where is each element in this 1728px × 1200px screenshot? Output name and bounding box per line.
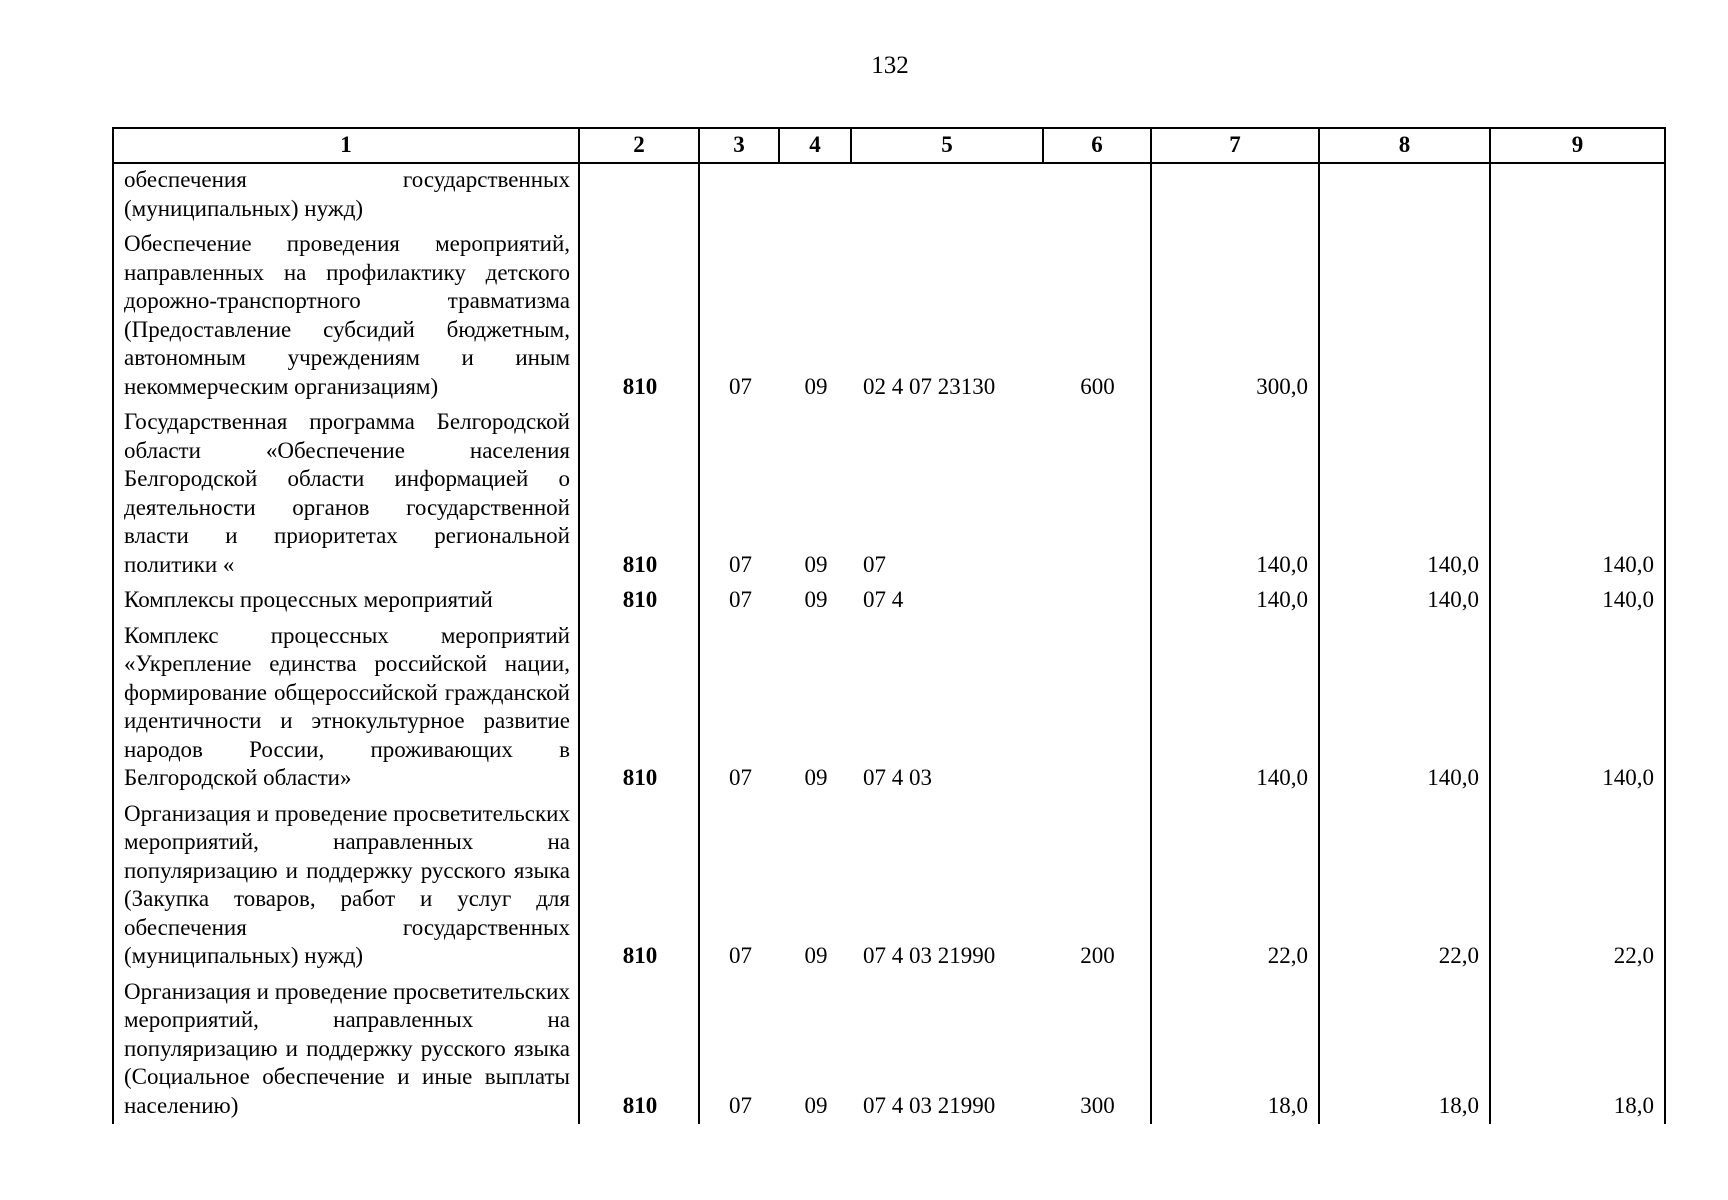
cell-subsection: 09 xyxy=(804,551,828,577)
cell-section xyxy=(699,163,779,227)
cell-expense-type xyxy=(1043,583,1151,619)
cell-target-article: 07 4 03 21990 xyxy=(863,943,996,968)
row-name: Комплекс процессных мероприятий «Укрепление единства российской нации, формирование общероссийской гражданской идентичности и этнокультурное развитие народов России, проживающих в Белгородской области» xyxy=(113,619,579,797)
cell-amount-7: 22,0 xyxy=(1151,797,1319,975)
cell-target-article: 02 4 07 23130 xyxy=(863,373,996,399)
cell-expense-type: 200 xyxy=(1043,797,1151,975)
cell-target-article: 07 xyxy=(863,551,886,577)
cell-subsection: 09 xyxy=(804,943,828,968)
cell-amount-9: 140,0 xyxy=(1490,619,1665,797)
column-header-5: 5 xyxy=(851,128,1043,163)
row-name: Государственная программа Белгородской области «Обеспечение населения Белгородской области информацией о деятельности органов государственной власти и приоритетах региональной политики « xyxy=(113,405,579,583)
cell-section: 07 xyxy=(699,227,779,405)
cell-target-article: 07 4 03 21990 xyxy=(863,1092,996,1118)
page-number: 132 xyxy=(871,52,909,79)
table-body xyxy=(113,163,1665,1124)
cell-admin-code: 810 xyxy=(579,619,699,797)
cell-amount-8 xyxy=(1319,227,1490,405)
cell-amount-9: 22,0 xyxy=(1490,797,1665,975)
cell-target-article xyxy=(851,163,1043,227)
cell-expense-type: 600 xyxy=(1043,227,1151,405)
cell-subsection: 09 xyxy=(804,765,828,790)
cell-amount-7 xyxy=(1151,163,1319,227)
cell-amount-8: 140,0 xyxy=(1319,405,1490,583)
cell-amount-8: 140,0 xyxy=(1319,583,1490,619)
column-header-9: 9 xyxy=(1490,128,1665,163)
table-row xyxy=(113,583,1665,619)
table-row xyxy=(113,163,1665,227)
cell-admin-code: 810 xyxy=(579,797,699,975)
cell-section: 07 xyxy=(699,583,779,619)
cell-amount-7: 140,0 xyxy=(1151,583,1319,619)
cell-amount-9: 140,0 xyxy=(1490,405,1665,583)
cell-admin-code: 810 xyxy=(579,583,699,619)
cell-expense-type xyxy=(1043,619,1151,797)
cell-admin-code: 810 xyxy=(579,227,699,405)
cell-target-article: 07 4 xyxy=(863,587,904,612)
row-name: Организация и проведение просветительских мероприятий, направленных на популяризацию и поддержку русского языка (Закупка товаров, работ и услуг для обеспечения государственных (муниципальных) нужд) xyxy=(113,797,579,975)
cell-amount-8 xyxy=(1319,163,1490,227)
cell-subsection: 09 xyxy=(804,1092,828,1118)
cell-admin-code xyxy=(579,163,699,227)
table-row xyxy=(113,975,1665,1125)
table-row xyxy=(113,405,1665,583)
column-header-4: 4 xyxy=(779,128,851,163)
cell-expense-type xyxy=(1043,405,1151,583)
cell-amount-8: 140,0 xyxy=(1319,619,1490,797)
column-header-6: 6 xyxy=(1043,128,1151,163)
column-header-2: 2 xyxy=(579,128,699,163)
cell-amount-8: 22,0 xyxy=(1319,797,1490,975)
column-header-1: 1 xyxy=(113,128,579,163)
row-name: Организация и проведение просветительских мероприятий, направленных на популяризацию и поддержку русского языка (Социальное обеспечение и иные выплаты населению) xyxy=(113,975,579,1125)
cell-amount-9: 140,0 xyxy=(1490,583,1665,619)
cell-subsection: 09 xyxy=(804,587,828,612)
table-row xyxy=(113,227,1665,405)
column-header-8: 8 xyxy=(1319,128,1490,163)
cell-amount-9 xyxy=(1490,227,1665,405)
row-name: Комплексы процессных мероприятий xyxy=(113,583,579,619)
cell-expense-type: 300 xyxy=(1043,975,1151,1125)
table-row xyxy=(113,619,1665,797)
cell-section: 07 xyxy=(699,619,779,797)
cell-subsection: 09 xyxy=(804,373,828,399)
cell-amount-9: 18,0 xyxy=(1490,975,1665,1125)
table-header xyxy=(113,128,1665,163)
cell-section: 07 xyxy=(699,797,779,975)
cell-expense-type xyxy=(1043,163,1151,227)
cell-target-article: 07 4 03 xyxy=(863,765,932,790)
cell-amount-7: 18,0 xyxy=(1151,975,1319,1125)
cell-section: 07 xyxy=(699,975,779,1125)
cell-amount-7: 300,0 xyxy=(1151,227,1319,405)
column-header-7: 7 xyxy=(1151,128,1319,163)
budget-table xyxy=(112,127,1666,1124)
row-name: Обеспечение проведения мероприятий, направленных на профилактику детского дорожно-транспортного травматизма (Предоставление субсидий бюджетным, автономным учреждениям и иным некоммерческим организациям) xyxy=(113,227,579,405)
cell-subsection xyxy=(779,163,851,227)
cell-amount-7: 140,0 xyxy=(1151,619,1319,797)
row-name: обеспечения государственных (муниципальных) нужд) xyxy=(113,163,579,227)
table-row xyxy=(113,797,1665,975)
cell-admin-code: 810 xyxy=(579,975,699,1125)
column-header-3: 3 xyxy=(699,128,779,163)
cell-section: 07 xyxy=(699,405,779,583)
cell-admin-code: 810 xyxy=(579,405,699,583)
cell-amount-8: 18,0 xyxy=(1319,975,1490,1125)
cell-amount-9 xyxy=(1490,163,1665,227)
cell-amount-7: 140,0 xyxy=(1151,405,1319,583)
